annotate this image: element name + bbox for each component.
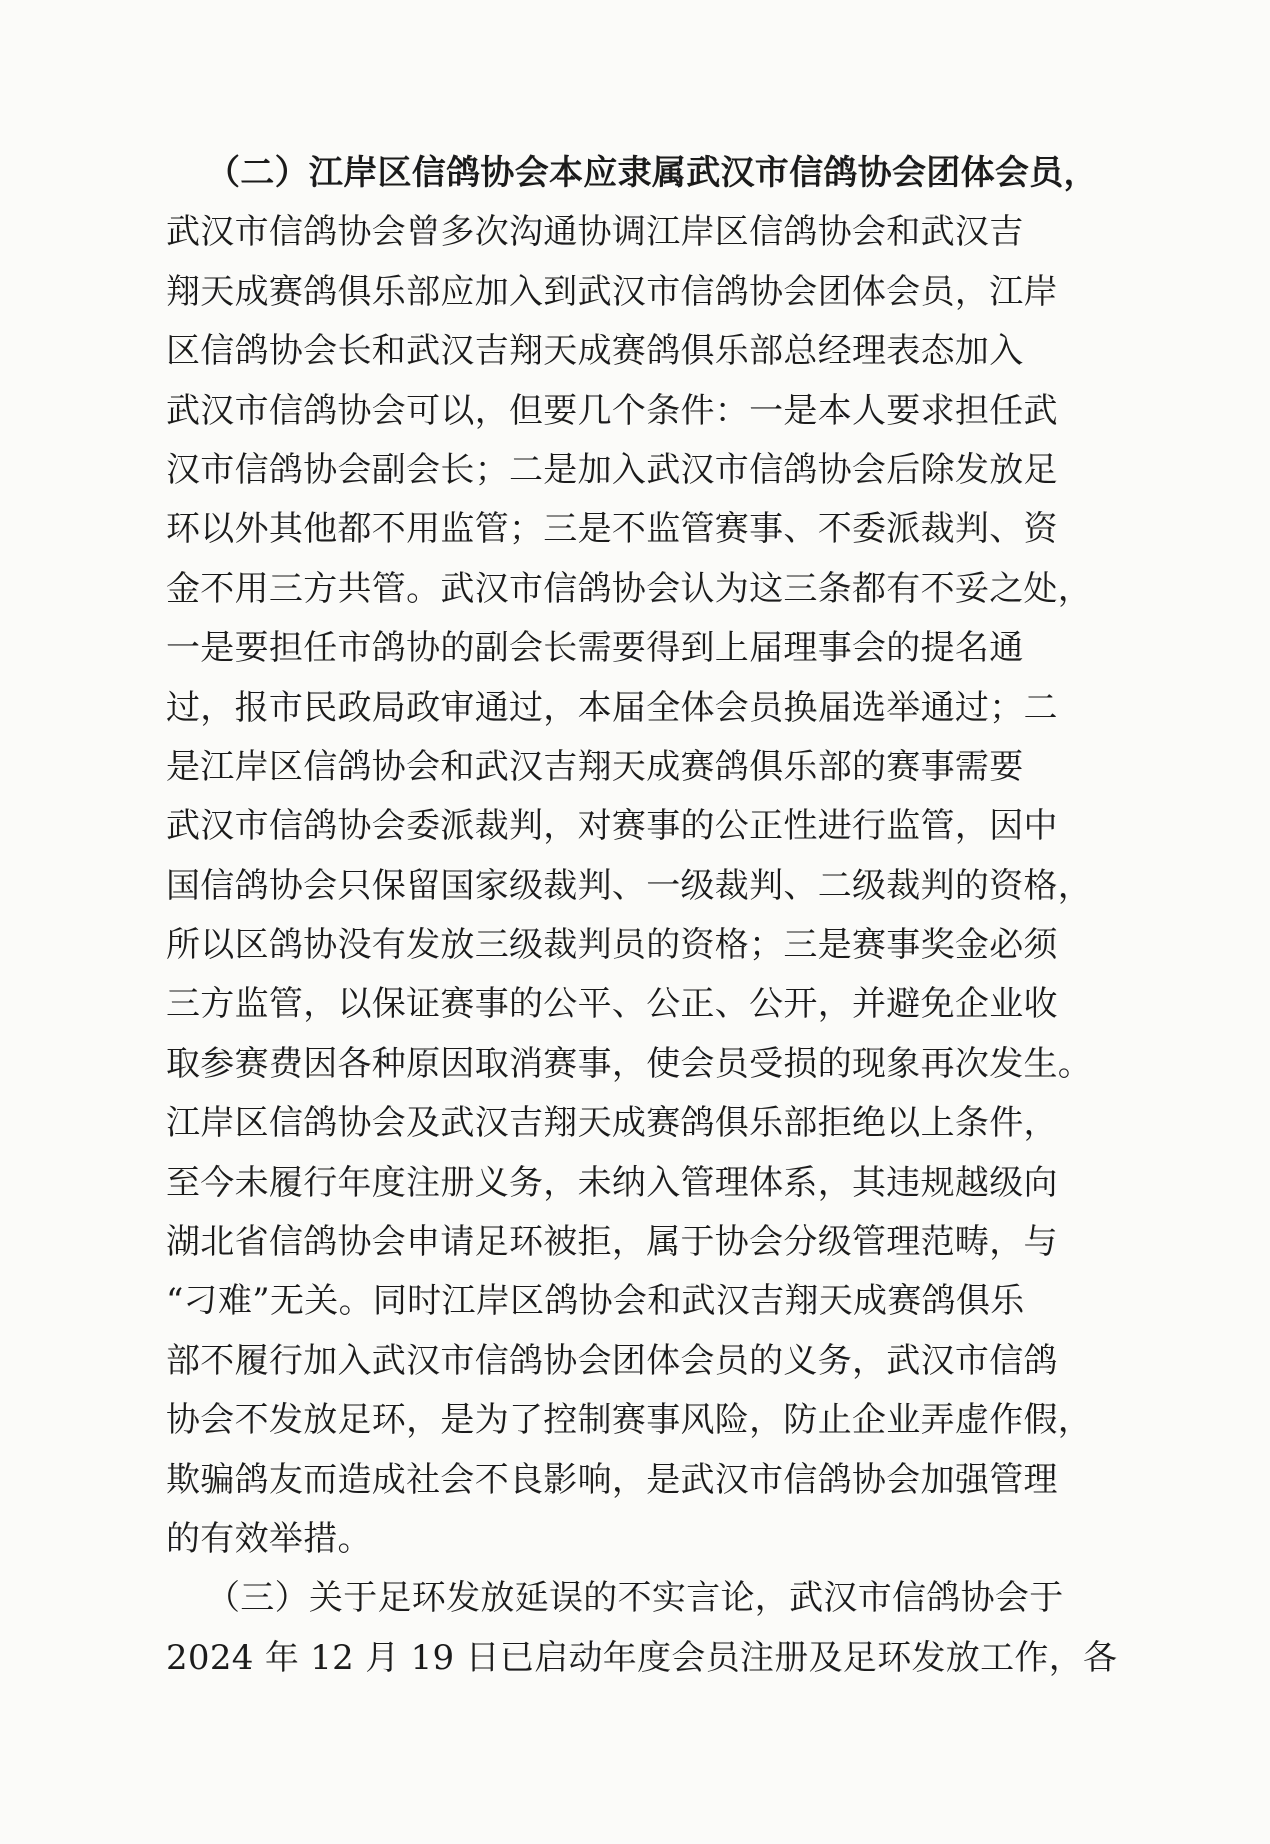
paragraph-2-line: 过，报市民政局政审通过，本届全体会员换届选举通过；二 (166, 687, 1058, 728)
paragraph-2-line: 三方监管，以保证赛事的公平、公正、公开，并避免企业收 (166, 984, 1058, 1025)
paragraph-2-line: 取参赛费因各种原因取消赛事，使会员受损的现象再次发生。 (166, 1043, 1093, 1084)
paragraph-2-line: 金不用三方共管。武汉市信鸽协会认为这三条都有不妥之处， (166, 568, 1093, 609)
paragraph-2-line: 武汉市信鸽协会曾多次沟通协调江岸区信鸽协会和武汉吉 (166, 212, 1024, 253)
paragraph-2-line: 欺骗鸽友而造成社会不良影响，是武汉市信鸽协会加强管理 (166, 1459, 1058, 1500)
paragraph-2-line: 汉市信鸽协会副会长；二是加入武汉市信鸽协会后除发放足 (166, 449, 1058, 490)
paragraph-2-line: 协会不发放足环，是为了控制赛事风险，防止企业弄虚作假， (166, 1400, 1093, 1441)
paragraph-2-line: “刁难”无关。同时江岸区鸽协会和武汉吉翔天成赛鸽俱乐 (166, 1281, 1025, 1322)
paragraph-2-line: 所以区鸽协没有发放三级裁判员的资格；三是赛事奖金必须 (166, 925, 1058, 966)
paragraph-2-line: 翔天成赛鸽俱乐部应加入到武汉市信鸽协会团体会员，江岸 (166, 271, 1058, 312)
paragraph-2-line: 国信鸽协会只保留国家级裁判、一级裁判、二级裁判的资格， (166, 865, 1093, 906)
paragraph-2-line: 湖北省信鸽协会申请足环被拒，属于协会分级管理范畴，与 (166, 1222, 1058, 1263)
paragraph-2-line: 江岸区信鸽协会及武汉吉翔天成赛鸽俱乐部拒绝以上条件， (166, 1103, 1058, 1144)
paragraph-3-line: （三）关于足环发放延误的不实言论，武汉市信鸽协会于 (206, 1578, 1064, 1619)
paragraph-2-line: 是江岸区信鸽协会和武汉吉翔天成赛鸽俱乐部的赛事需要 (166, 746, 1024, 787)
paragraph-2-line: 武汉市信鸽协会可以，但要几个条件：一是本人要求担任武 (166, 390, 1058, 431)
paragraph-2-line: （二）江岸区信鸽协会本应隶属武汉市信鸽协会团体会员， (206, 153, 1098, 193)
paragraph-3-line: 2024 年 12 月 19 日已启动年度会员注册及足环发放工作，各 (166, 1637, 1118, 1678)
paragraph-2-line: 的有效举措。 (166, 1518, 372, 1559)
paragraph-2-line: 区信鸽协会长和武汉吉翔天成赛鸽俱乐部总经理表态加入 (166, 331, 1024, 372)
document-body (166, 144, 1126, 1688)
paragraph-2-line: 至今未履行年度注册义务，未纳入管理体系，其违规越级向 (166, 1162, 1058, 1203)
paragraph-2-line: 武汉市信鸽协会委派裁判，对赛事的公正性进行监管，因中 (166, 806, 1058, 847)
paragraph-2-line: 一是要担任市鸽协的副会长需要得到上届理事会的提名通 (166, 628, 1024, 669)
paragraph-2-line: 部不履行加入武汉市信鸽协会团体会员的义务，武汉市信鸽 (166, 1340, 1058, 1381)
paragraph-2-line: 环以外其他都不用监管；三是不监管赛事、不委派裁判、资 (166, 509, 1058, 550)
